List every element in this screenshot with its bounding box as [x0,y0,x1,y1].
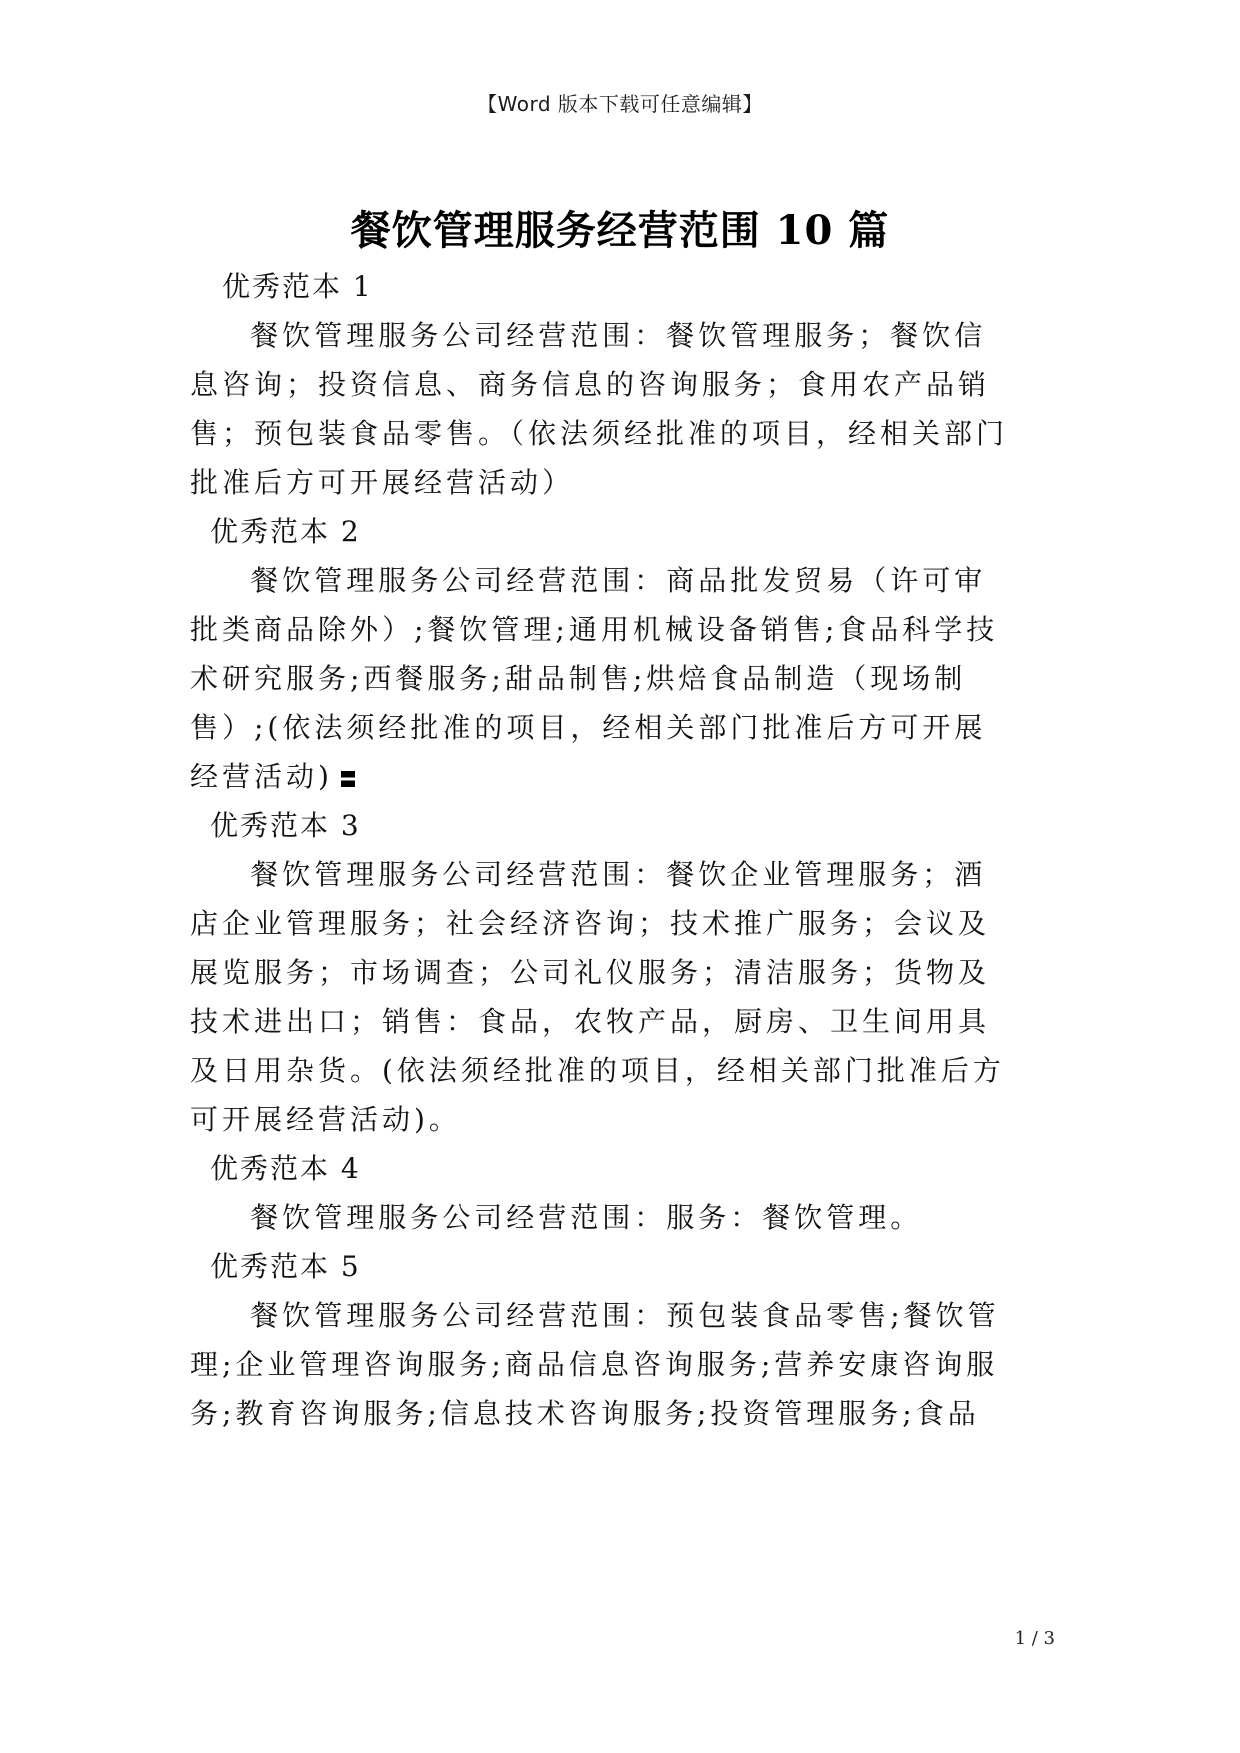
paragraph-line-text: 经营活动) [190,760,333,793]
paragraph-line: 理;企业管理咨询服务;商品信息咨询服务;营养安康咨询服 [190,1348,999,1381]
page-number: 1 / 3 [1014,1628,1055,1649]
paragraph-line: 息咨询；投资信息、商务信息的咨询服务；食用农产品销 [190,368,991,401]
section-1 [190,262,1050,507]
section-heading: 优秀范本 1 [222,270,373,303]
paragraph-line: 售；预包装食品零售。（依法须经批准的项目，经相关部门 [190,417,1009,450]
paragraph-line: 术研究服务;西餐服务;甜品制售;烘焙食品制造（现场制 [190,662,967,695]
paragraph-line: 餐饮管理服务公司经营范围：商品批发贸易（许可审 [250,564,987,597]
paragraph-line: 批类商品除外）;餐饮管理;通用机械设备销售;食品科学技 [190,613,999,646]
section-3 [190,801,1050,1144]
section-heading: 优秀范本 5 [210,1250,361,1283]
section-paragraph [190,1193,1050,1242]
section-paragraph [190,311,1050,507]
section-5 [190,1242,1050,1438]
paragraph-line: 餐饮管理服务公司经营范围：服务：餐饮管理。 [250,1201,923,1234]
section-heading: 优秀范本 3 [210,809,361,842]
document-title: 餐饮管理服务经营范围 10 篇 [350,206,890,254]
paragraph-line-with-marker [190,752,1050,801]
section-heading: 优秀范本 2 [210,515,361,548]
paragraph-line: 售）;(依法须经批准的项目，经相关部门批准后方可开展 [190,711,987,744]
document-body [190,262,1050,1438]
paragraph-line: 展览服务；市场调查；公司礼仪服务；清洁服务；货物及 [190,956,991,989]
paragraph-line: 餐饮管理服务公司经营范围：餐饮管理服务；餐饮信 [250,319,987,352]
section-paragraph [190,556,1050,801]
paragraph-line: 可开展经营活动)。 [190,1103,461,1136]
section-4 [190,1144,1050,1242]
section-paragraph [190,1291,1050,1438]
paragraph-line: 批准后方可开展经营活动） [190,466,575,499]
equals-marker-icon [341,771,355,787]
paragraph-line: 餐饮管理服务公司经营范围：预包装食品零售;餐饮管 [250,1299,1000,1332]
section-paragraph [190,850,1050,1144]
paragraph-line: 技术进出口；销售：食品，农牧产品，厨房、卫生间用具 [190,1005,991,1038]
paragraph-line: 店企业管理服务；社会经济咨询；技术推广服务；会议及 [190,907,991,940]
paragraph-line: 务;教育咨询服务;信息技术咨询服务;投资管理服务;食品 [190,1397,980,1430]
paragraph-line: 餐饮管理服务公司经营范围：餐饮企业管理服务；酒 [250,858,987,891]
page-header-note: 【Word 版本下载可任意编辑】 [477,92,763,116]
section-2 [190,507,1050,801]
paragraph-line: 及日用杂货。(依法须经批准的项目，经相关部门批准后方 [190,1054,1005,1087]
section-heading: 优秀范本 4 [210,1152,361,1185]
